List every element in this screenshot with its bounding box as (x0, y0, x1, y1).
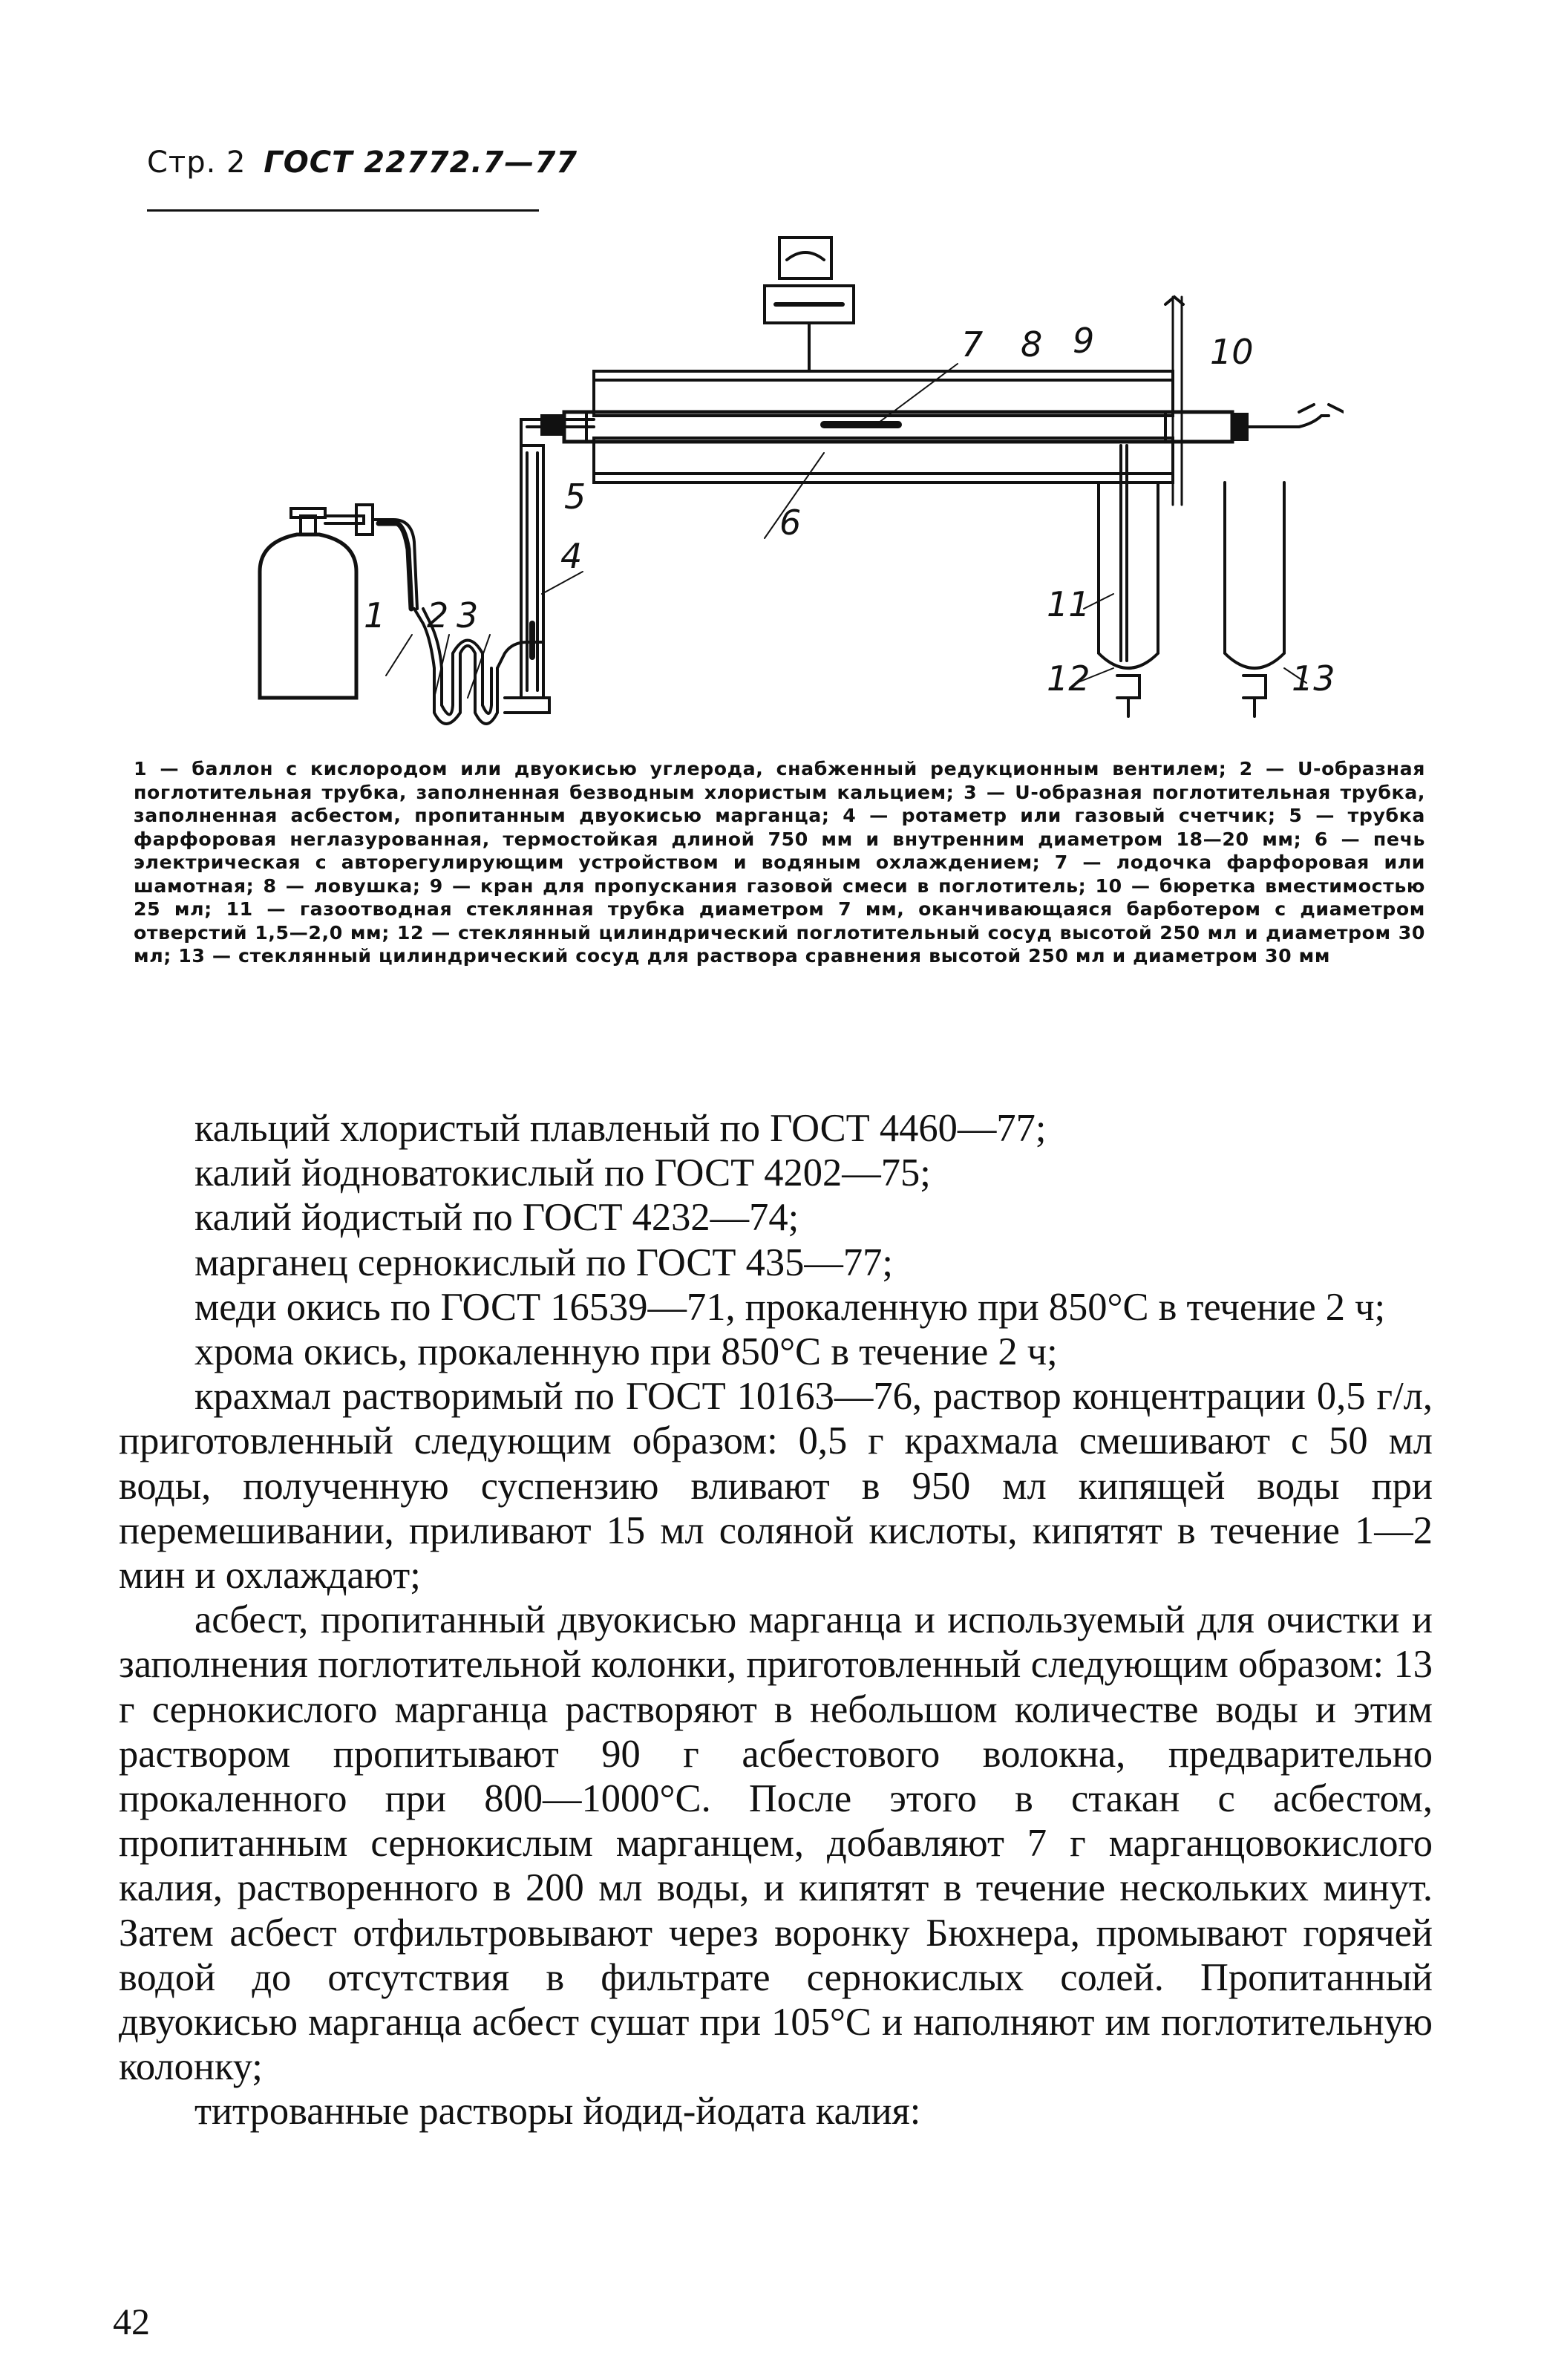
page-label: Стр. 2 (147, 146, 246, 180)
burette-and-vessels-drawing (1076, 297, 1306, 716)
figure-legend: 1 — баллон с кислородом или двуокисью углерода, снабженный редукционным вентилем; 2 — U-образная поглотительная трубка, заполненная безводным хлористым кальцием; 3 — U-образная поглотительная трубка, заполненная асбестом, пропитанным двуокисью марганца; 4 — ротаметр или газовый счетчик; 5 — трубка фарфоровая неглазурованная, термостойкая длиной 750 мм и внутренним диаметром 18—20 мм; 6 — печь электрическая с авторегулирующим устройством и водяным охлаждением; 7 — лодочка фарфоровая или шамотная; 8 — ловушка; 9 — кран для пропускания газовой смеси в поглотитель; 10 — бюретка вместимостью 25 мл; 11 — газоотводная стеклянная трубка диаметром 7 мм, оканчивающаяся барботером с диаметром отверстий 1,5—2,0 мм; 12 — стеклянный цилиндрический поглотительный сосуд высотой 250 мл и диаметром 30 мл; 13 — стеклянный цилиндрический сосуд для раствора сравнения высотой 250 мл и диаметром 30 мм (134, 758, 1425, 967)
paragraph-asbestos: асбест, пропитанный двуокисью марганца и используемый для очистки и заполнения поглотительной колонки, приготовленный следующим образом: 13 г сернокислого марганца растворяют в небольшом количестве воды и этим раствором пропитывают 90 г асбестового волокна, предварительно прокаленного при 800—1000°С. После этого в стакан с асбестом, пропитанным сернокислым марганцем, добавляют 7 г марганцовокислого калия, растворенного в 200 мл воды, и кипятят в течение нескольких минут. Затем асбест отфильтровывают через воронку Бюхнера, промывают горячей водой до отсутствия в фильтрате сернокислых солей. Пропитанный двуокисью марганца асбест сушат при 105°С и наполняют им поглотительную колонку; (119, 1598, 1433, 2089)
figure-label-3: 3 (457, 595, 479, 635)
figure-label-5: 5 (564, 477, 586, 517)
page-header (147, 146, 578, 180)
page-number: 42 (113, 2301, 150, 2342)
paragraph-titrated-solutions: титрованные растворы йодид-йодата калия: (194, 2090, 921, 2134)
figure-label-7: 7 (961, 324, 984, 364)
figure-label-9: 9 (1073, 321, 1095, 361)
figure-label-13: 13 (1292, 658, 1335, 699)
paragraph-chromium-oxide: хрома окись, прокаленную при 850°С в течение 2 ч; (194, 1330, 1058, 1374)
header-rule (147, 209, 539, 212)
figure-label-10: 10 (1210, 332, 1254, 372)
figure-label-2: 2 (427, 595, 449, 635)
figure-label-4: 4 (560, 536, 583, 576)
reagent-item: кальций хлористый плавленый по ГОСТ 4460—77; (194, 1107, 1047, 1150)
reagent-item: калий йодистый по ГОСТ 4232—74; (194, 1196, 799, 1240)
gas-cylinder-drawing (260, 505, 417, 698)
figure-label-8: 8 (1021, 324, 1043, 364)
apparatus-diagram (245, 223, 1344, 742)
body-text (119, 1106, 1433, 2134)
paragraph-starch: крахмал растворимый по ГОСТ 10163—76, раствор концентрации 0,5 г/л, приготовленный следующим образом: 0,5 г крахмала смешивают с 50 мл воды, полученную суспензию вливают в 950 мл кипящей воды при перемешивании, приливают 15 мл соляной кислоты, кипятят в течение 1—2 мин и охлаждают; (119, 1375, 1433, 1598)
paragraph-copper-oxide: меди окись по ГОСТ 16539—71, прокаленную при 850°С в течение 2 ч; (194, 1285, 1386, 1329)
rotameter-drawing (521, 419, 594, 698)
figure-label-1: 1 (364, 595, 386, 635)
reagent-item: марганец сернокислый по ГОСТ 435—77; (194, 1240, 893, 1284)
figure-label-6: 6 (779, 503, 802, 543)
standard-reference: ГОСТ 22772.7—77 (264, 146, 578, 180)
figure-label-11: 11 (1047, 584, 1090, 624)
tube-furnace-drawing (542, 371, 1344, 483)
figure-labels (364, 321, 1335, 699)
reagent-item: калий йодноватокислый по ГОСТ 4202—75; (194, 1151, 931, 1195)
controller-drawing (765, 238, 854, 371)
figure-label-12: 12 (1047, 658, 1090, 699)
apparatus-figure (245, 223, 1344, 742)
